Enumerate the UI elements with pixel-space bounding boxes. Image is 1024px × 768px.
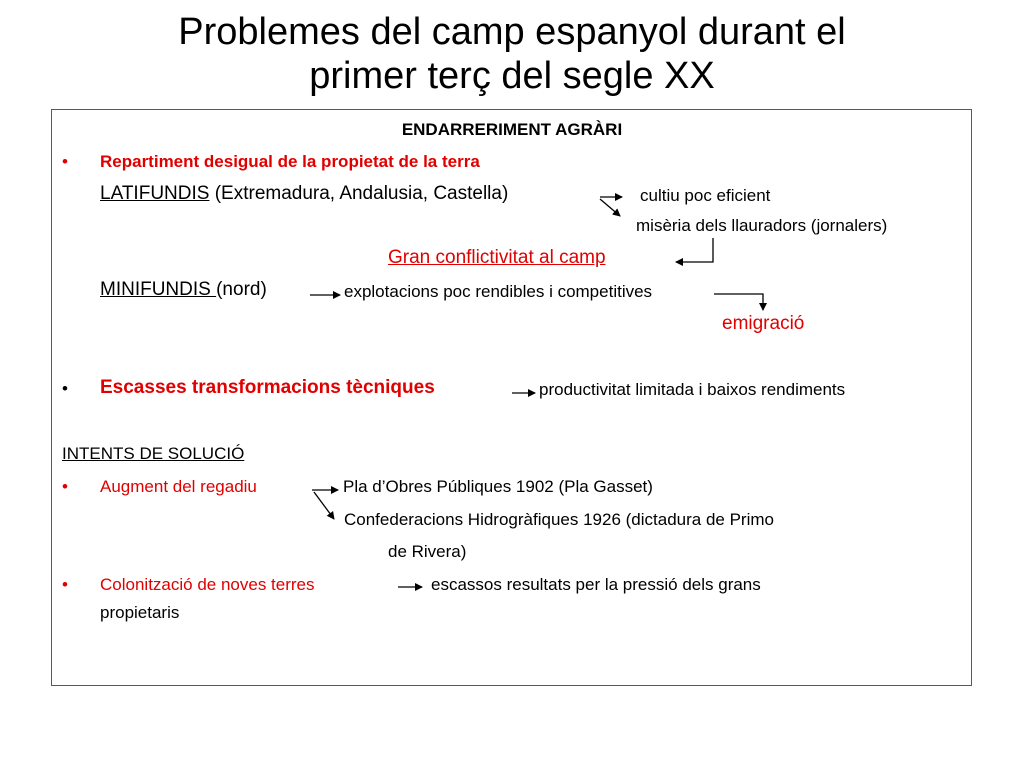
item-repartiment: Repartiment desigual de la propietat de la terra (100, 152, 480, 171)
plan-confederacions-cont: de Rivera) (388, 542, 467, 561)
arrow-regadiu-confederacions (314, 492, 334, 519)
effect-escassos: escassos resultats per la pressió dels grans (431, 575, 761, 594)
minifundis-word: MINIFUNDIS (100, 279, 217, 300)
emigration-text: emigració (722, 313, 805, 334)
latifundis-regions: (Extremadura, Andalusia, Castella) (209, 183, 509, 204)
bullet-marker: • (62, 477, 68, 496)
bullet-marker: • (62, 152, 68, 171)
effect-productivitat: productivitat limitada i baixos rendiments (539, 380, 846, 399)
minifundis-region: (nord) (216, 279, 267, 300)
plan-obres: Pla d’Obres Públiques 1902 (Pla Gasset) (343, 477, 653, 496)
arrow-latifundis-miseria (600, 199, 620, 216)
item-escasses: Escasses transformacions tècniques (100, 377, 435, 398)
section-heading: ENDARRERIMENT AGRÀRI (401, 120, 623, 139)
effect-cultiu: cultiu poc eficient (640, 186, 771, 205)
effect-explotacions: explotacions poc rendibles i competitives (344, 282, 653, 301)
item-colonitzacio: Colonització de noves terres (100, 575, 315, 594)
slide-title-line2: primer terç del segle XX (309, 55, 715, 97)
bullet-marker: • (62, 575, 68, 594)
effect-miseria: misèria dels llauradors (jornalers) (636, 216, 888, 235)
plan-confederacions: Confederacions Hidrogràfiques 1926 (dictadura de Primo (344, 510, 774, 529)
arrow-to-emigration (714, 294, 763, 310)
conflict-text: Gran conflictivitat al camp (388, 247, 606, 268)
solutions-heading: INTENTS DE SOLUCIÓ (62, 444, 245, 463)
effect-escassos-cont: propietaris (100, 603, 180, 622)
item-regadiu: Augment del regadiu (100, 477, 257, 496)
latifundis-word: LATIFUNDIS (100, 183, 210, 204)
slide-title-line1: Problemes del camp espanyol durant el (178, 11, 846, 53)
bullet-marker: • (62, 379, 68, 398)
arrow-to-conflict (676, 238, 713, 262)
